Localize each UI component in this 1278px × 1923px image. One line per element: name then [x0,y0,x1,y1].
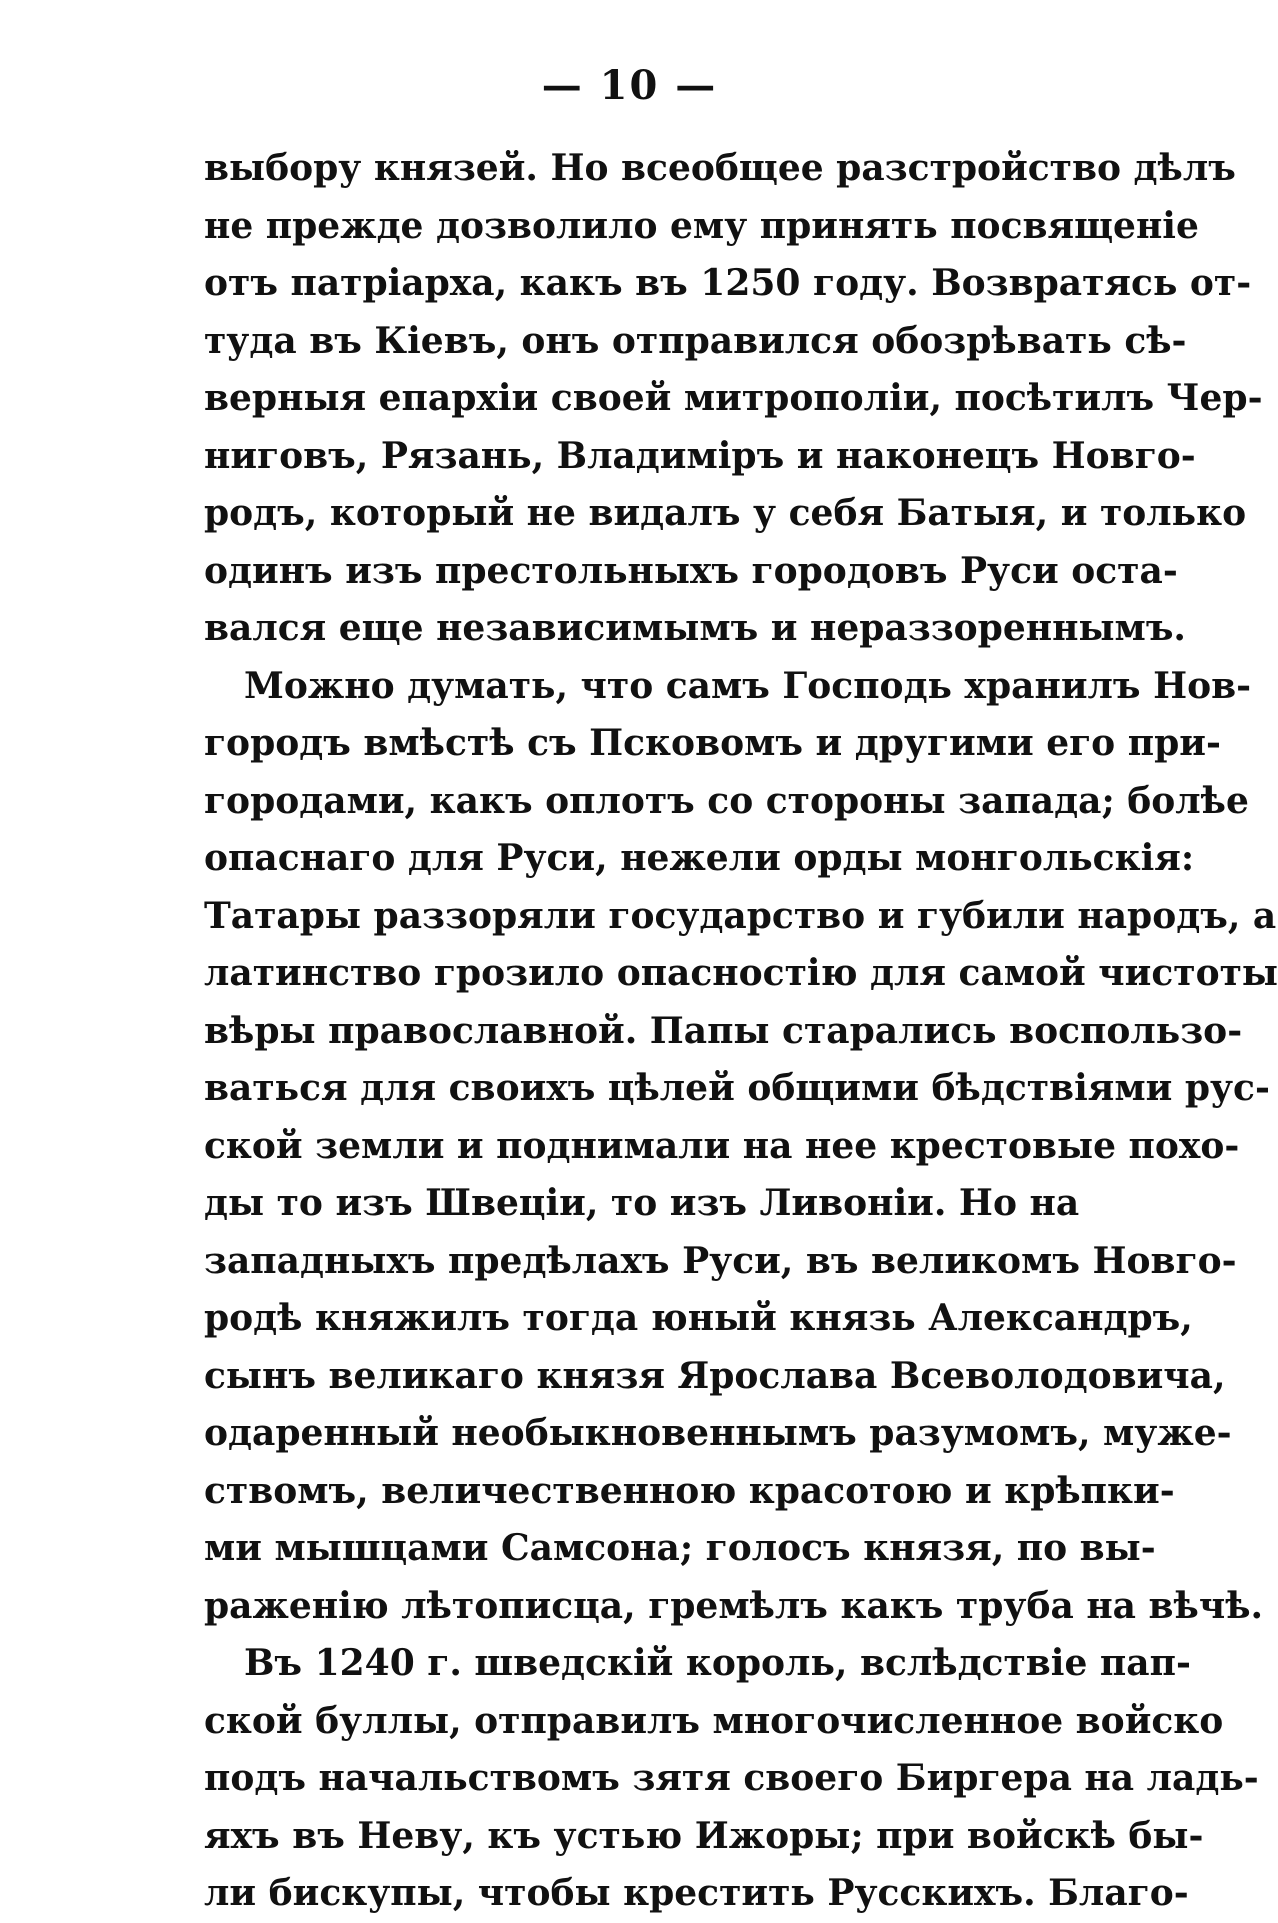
text-line: не прежде дозволило ему принять посвященіе [204,204,1199,247]
text-line: подъ начальствомъ зятя своего Биргера на ладь- [204,1757,1259,1799]
text-line: западныхъ предѣлахъ Руси, въ великомъ Новго- [204,1239,1237,1282]
text-line: городъ вмѣстѣ съ Псковомъ и другими его при- [204,722,1221,764]
text-line: ствомъ, величественною красотою и крѣпки- [204,1469,1175,1512]
text-line: отъ патріарха, какъ въ 1250 году. Возвратясь от- [204,262,1252,304]
text-line: сынъ великаго князя Ярослава Всеволодовича, [204,1354,1226,1397]
text-line: Татары раззоряли государство и губили народъ, а [204,894,1277,937]
text-line: раженію лѣтописца, гремѣлъ какъ труба на вѣчѣ. [204,1584,1264,1627]
text-line: ли бискупы, чтобы крестить Русскихъ. Благо- [204,1872,1189,1914]
text-line: ды то изъ Швеціи, то изъ Ливоніи. Но на [204,1182,1080,1224]
text-line: ской земли и поднимали на нее крестовые похо- [204,1124,1240,1167]
text-line: городами, какъ оплотъ со стороны запада; болѣе [204,779,1249,822]
body-text [204,140,1278,1923]
text-line: Можно думать, что самъ Господь хранилъ Нов- [244,664,1252,707]
text-line: ваться для своихъ цѣлей общими бѣдствіями рус- [204,1067,1270,1109]
page-number: — 10 — [541,62,718,109]
text-line: яхъ въ Неву, къ устью Ижоры; при войскѣ бы- [204,1814,1204,1857]
text-line: туда въ Кіевъ, онъ отправился обозрѣвать сѣ- [204,319,1187,362]
text-line: ниговъ, Рязань, Владиміръ и наконецъ Новго- [204,434,1196,477]
text-line: опаснаго для Руси, нежели орды монгольскія: [204,837,1195,879]
text-line: родъ, который не видалъ у себя Батыя, и только [204,492,1247,534]
text-line: вался еще независимымъ и нераззореннымъ. [204,607,1186,649]
text-line: вѣры православной. Папы старались воспользо- [204,1009,1243,1052]
text-line: одинъ изъ престольныхъ городовъ Руси оста- [204,549,1178,592]
text-line: одаренный необыкновеннымъ разумомъ, муже- [204,1412,1232,1454]
text-line: Въ 1240 г. шведскій король, вслѣдствіе пап- [244,1642,1191,1684]
text-line: латинство грозило опасностію для самой чистоты [204,952,1278,994]
text-line: родѣ княжилъ тогда юный князь Александръ, [204,1297,1193,1339]
text-line: ской буллы, отправилъ многочисленное войско [204,1699,1224,1742]
text-line: выбору князей. Но всеобщее разстройство дѣлъ [204,147,1236,189]
text-line: верныя епархіи своей митрополіи, посѣтилъ Чер- [204,377,1263,419]
text-line: ми мышцами Самсона; голосъ князя, по вы- [204,1527,1156,1569]
